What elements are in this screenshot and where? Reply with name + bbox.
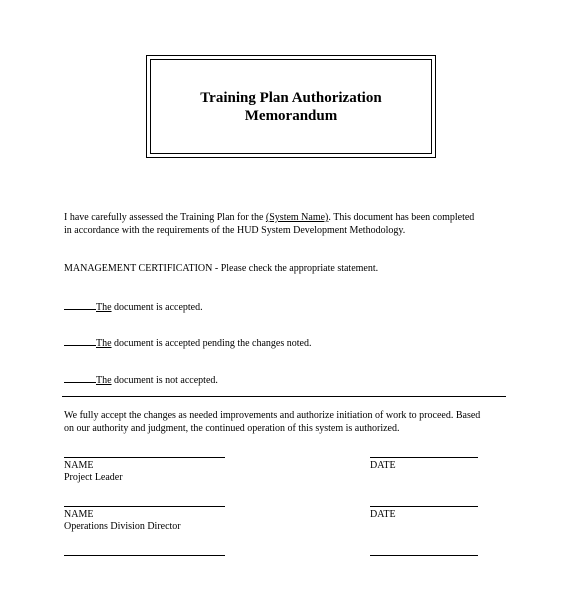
date-label: DATE (370, 509, 396, 520)
date-line-project-leader[interactable] (370, 457, 478, 458)
acceptance-line-2: on our authority and judgment, the continued operation of this system is authorized. (64, 423, 400, 434)
option-first-word: The (96, 375, 112, 386)
date-line-ops-director[interactable] (370, 506, 478, 507)
intro-text-start: I have carefully assessed the Training Plan for the (64, 212, 266, 223)
section-divider (62, 396, 506, 397)
signature-line-project-leader[interactable] (64, 457, 225, 458)
option-text: document is not accepted. (111, 375, 218, 386)
title-line-1: Training Plan Authorization (200, 89, 382, 106)
intro-text-end: . This document has been completed (328, 212, 475, 223)
checkbox-blank[interactable] (64, 373, 96, 383)
option-text: document is accepted pending the changes noted. (111, 338, 312, 349)
date-label: DATE (370, 460, 396, 471)
role-label: Operations Division Director (64, 521, 181, 532)
signature-line-extra[interactable] (64, 555, 225, 556)
option-accepted-pending[interactable] (64, 336, 311, 350)
system-name-placeholder: (System Name) (265, 212, 329, 223)
option-accepted[interactable] (64, 300, 203, 314)
title-line-2: Memorandum (244, 107, 338, 124)
intro-line-2: in accordance with the requirements of the HUD System Development Methodology. (64, 225, 406, 236)
option-first-word: The (96, 338, 112, 349)
intro-line-1 (64, 212, 474, 224)
option-first-word: The (96, 302, 112, 313)
checkbox-blank[interactable] (64, 300, 96, 310)
checkbox-blank[interactable] (64, 336, 96, 346)
title-box (146, 55, 436, 158)
signature-line-ops-director[interactable] (64, 506, 225, 507)
name-label: NAME (64, 509, 94, 520)
certification-heading: MANAGEMENT CERTIFICATION - Please check the appropriate statement. (64, 263, 379, 274)
acceptance-line-1: We fully accept the changes as needed improvements and authorize initiation of work to proceed. Based (64, 410, 481, 421)
name-label: NAME (64, 460, 94, 471)
title-box-inner (150, 59, 432, 154)
role-label: Project Leader (64, 472, 123, 483)
option-not-accepted[interactable] (64, 373, 218, 387)
option-text: document is accepted. (111, 302, 203, 313)
date-line-extra[interactable] (370, 555, 478, 556)
